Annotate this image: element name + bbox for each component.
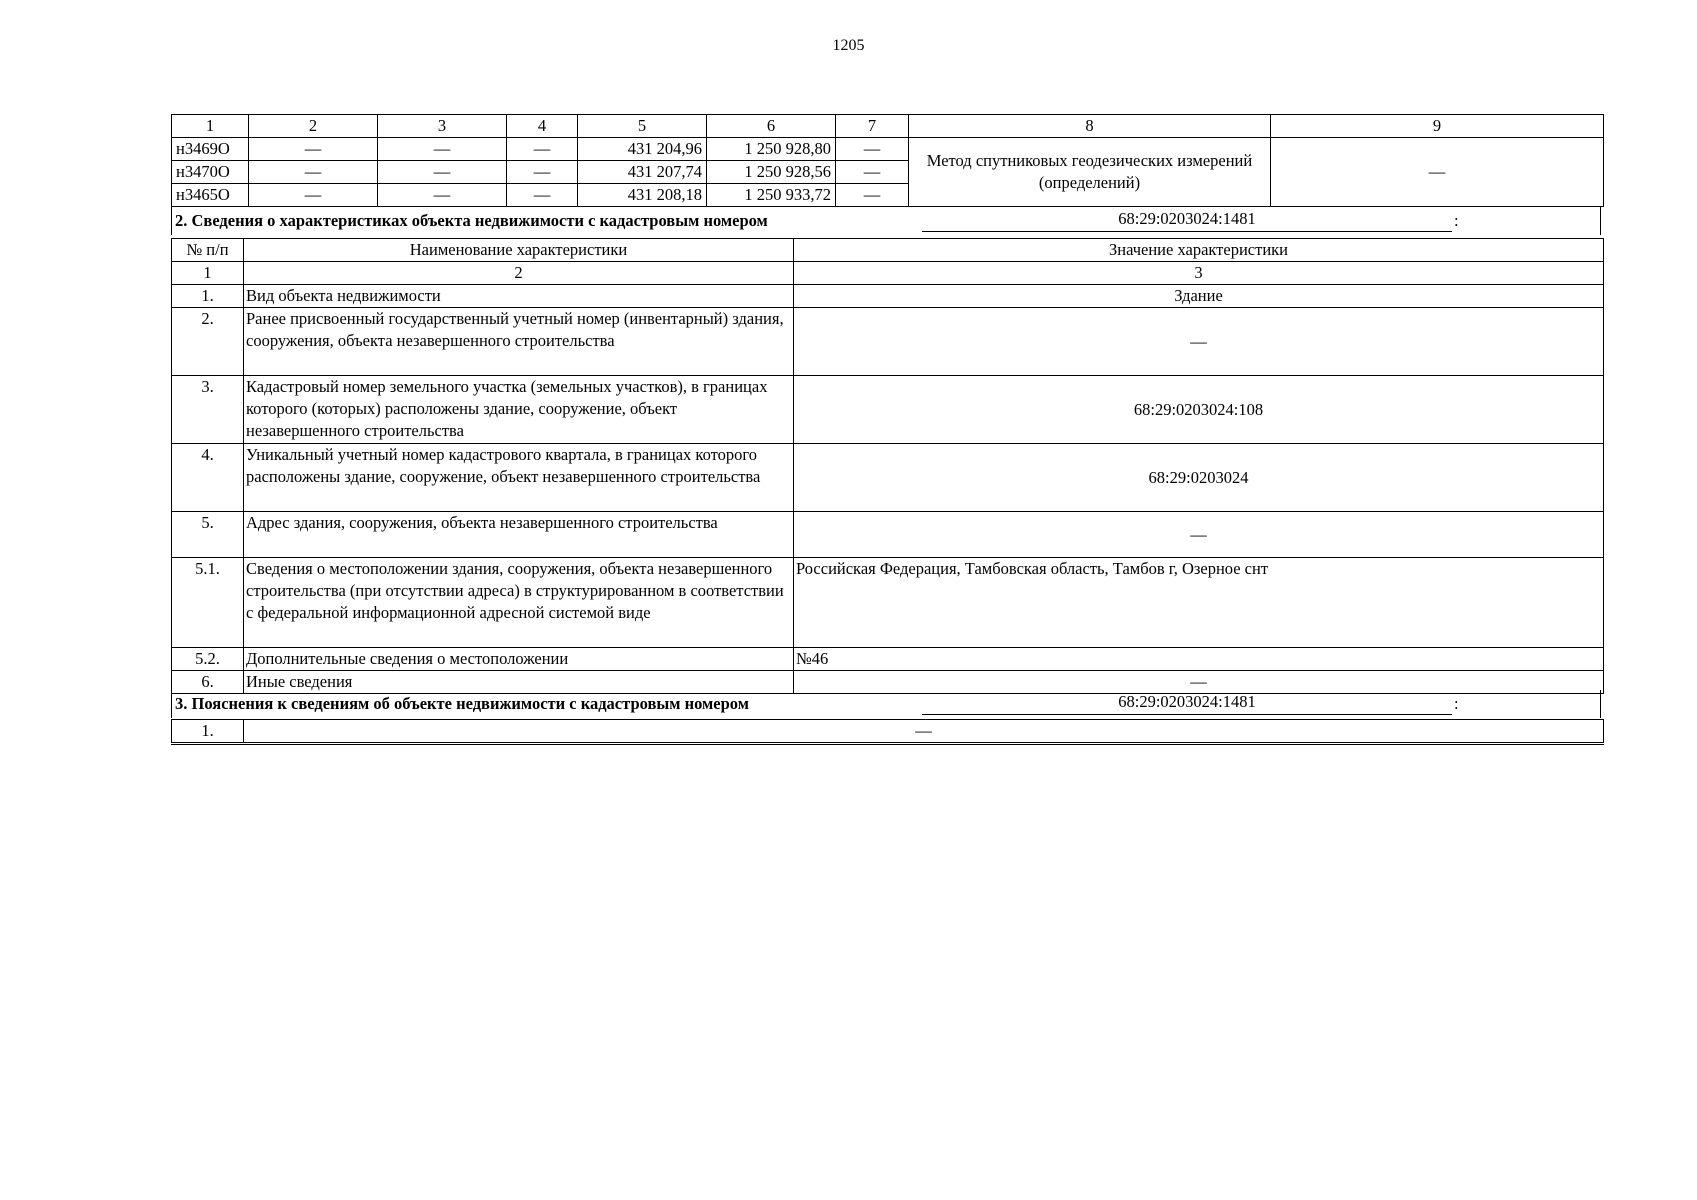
- row-number: 5.1.: [172, 558, 244, 648]
- characteristics-table: [171, 238, 1604, 694]
- coord-y: 1 250 933,72: [707, 184, 836, 207]
- coords-header-cell: 1: [172, 115, 249, 138]
- section2-title: 2. Сведения о характеристиках объекта недвижимости с кадастровым номером: [175, 211, 768, 230]
- characteristic-value: 68:29:0203024:108: [794, 376, 1604, 444]
- row-number: 5.2.: [172, 648, 244, 671]
- characteristic-value: Здание: [794, 285, 1604, 308]
- characteristic-name: Иные сведения: [244, 671, 794, 694]
- cell-dash: —: [378, 138, 507, 161]
- cell-dash: —: [249, 184, 378, 207]
- characteristic-name: Уникальный учетный номер кадастрового квартала, в границах которого расположены здание, сооружение, объект незавершенного строительства: [244, 444, 794, 512]
- point-name: н3465О: [172, 184, 249, 207]
- cell-dash: —: [507, 184, 578, 207]
- coords-header-cell: 5: [578, 115, 707, 138]
- characteristic-value: Российская Федерация, Тамбовская область, Тамбов г, Озерное снт: [794, 558, 1604, 648]
- characteristic-value: 68:29:0203024: [794, 444, 1604, 512]
- chars-header-value: Значение характеристики: [794, 239, 1604, 262]
- table-row: [172, 648, 1604, 671]
- characteristic-value: —: [794, 308, 1604, 376]
- method-cell: Метод спутниковых геодезических измерений (определений): [909, 138, 1271, 207]
- notes-table: [171, 719, 1604, 745]
- chars-header-row: [172, 239, 1604, 262]
- cell-dash: —: [507, 161, 578, 184]
- chars-index-value: 3: [794, 262, 1604, 285]
- section2-cadastral-number: 68:29:0203024:1481: [922, 207, 1452, 232]
- table-row: [172, 285, 1604, 308]
- cell-dash: —: [836, 138, 909, 161]
- note-value: —: [244, 720, 1604, 744]
- section3-title: 3. Пояснения к сведениям об объекте недвижимости с кадастровым номером: [175, 694, 749, 713]
- coord-y: 1 250 928,56: [707, 161, 836, 184]
- row-number: 1.: [172, 285, 244, 308]
- coords-header-cell: 6: [707, 115, 836, 138]
- section3-cadastral-number: 68:29:0203024:1481: [922, 690, 1452, 715]
- cell-dash: —: [836, 184, 909, 207]
- coords-header-cell: 9: [1271, 115, 1604, 138]
- table-row: [172, 138, 1604, 161]
- coord-y: 1 250 928,80: [707, 138, 836, 161]
- section2-heading: [171, 207, 1601, 235]
- coord-x: 431 207,74: [578, 161, 707, 184]
- table-row: [172, 558, 1604, 648]
- chars-index-row: [172, 262, 1604, 285]
- col9-cell: —: [1271, 138, 1604, 207]
- table-row: [172, 720, 1604, 744]
- characteristic-value: —: [794, 512, 1604, 558]
- characteristic-value: №46: [794, 648, 1604, 671]
- coordinates-table: [171, 114, 1604, 207]
- coords-header-cell: 3: [378, 115, 507, 138]
- point-name: н3469О: [172, 138, 249, 161]
- cell-dash: —: [378, 161, 507, 184]
- coords-header-row: [172, 115, 1604, 138]
- characteristic-value: —: [794, 671, 1604, 694]
- row-number: 4.: [172, 444, 244, 512]
- cell-dash: —: [836, 161, 909, 184]
- characteristic-name: Адрес здания, сооружения, объекта незавершенного строительства: [244, 512, 794, 558]
- chars-index-num: 1: [172, 262, 244, 285]
- row-number: 2.: [172, 308, 244, 376]
- row-number: 6.: [172, 671, 244, 694]
- section3-colon: :: [1454, 694, 1459, 713]
- chars-index-name: 2: [244, 262, 794, 285]
- chars-header-name: Наименование характеристики: [244, 239, 794, 262]
- row-number: 3.: [172, 376, 244, 444]
- characteristic-name: Сведения о местоположении здания, сооружения, объекта незавершенного строительства (при отсутствии адреса) в структурированном в соответствии с федеральной информационной адресной системой виде: [244, 558, 794, 648]
- row-number: 5.: [172, 512, 244, 558]
- page-number: 1205: [832, 37, 865, 54]
- chars-header-num: № п/п: [172, 239, 244, 262]
- section3-heading: [171, 690, 1601, 718]
- coords-header-cell: 7: [836, 115, 909, 138]
- coord-x: 431 204,96: [578, 138, 707, 161]
- coords-header-cell: 2: [249, 115, 378, 138]
- table-row: [172, 376, 1604, 444]
- cell-dash: —: [249, 161, 378, 184]
- point-name: н3470О: [172, 161, 249, 184]
- row-number: 1.: [172, 720, 244, 744]
- coords-header-cell: 8: [909, 115, 1271, 138]
- cell-dash: —: [378, 184, 507, 207]
- cell-dash: —: [507, 138, 578, 161]
- characteristic-name: Дополнительные сведения о местоположении: [244, 648, 794, 671]
- coord-x: 431 208,18: [578, 184, 707, 207]
- characteristic-name: Вид объекта недвижимости: [244, 285, 794, 308]
- table-row: [172, 444, 1604, 512]
- characteristic-name: Кадастровый номер земельного участка (земельных участков), в границах которого (которых) расположены здание, сооружение, объект незавершенного строительства: [244, 376, 794, 444]
- characteristic-name: Ранее присвоенный государственный учетный номер (инвентарный) здания, сооружения, объекта незавершенного строительства: [244, 308, 794, 376]
- table-row: [172, 308, 1604, 376]
- cell-dash: —: [249, 138, 378, 161]
- coords-header-cell: 4: [507, 115, 578, 138]
- table-row: [172, 512, 1604, 558]
- section2-colon: :: [1454, 211, 1459, 230]
